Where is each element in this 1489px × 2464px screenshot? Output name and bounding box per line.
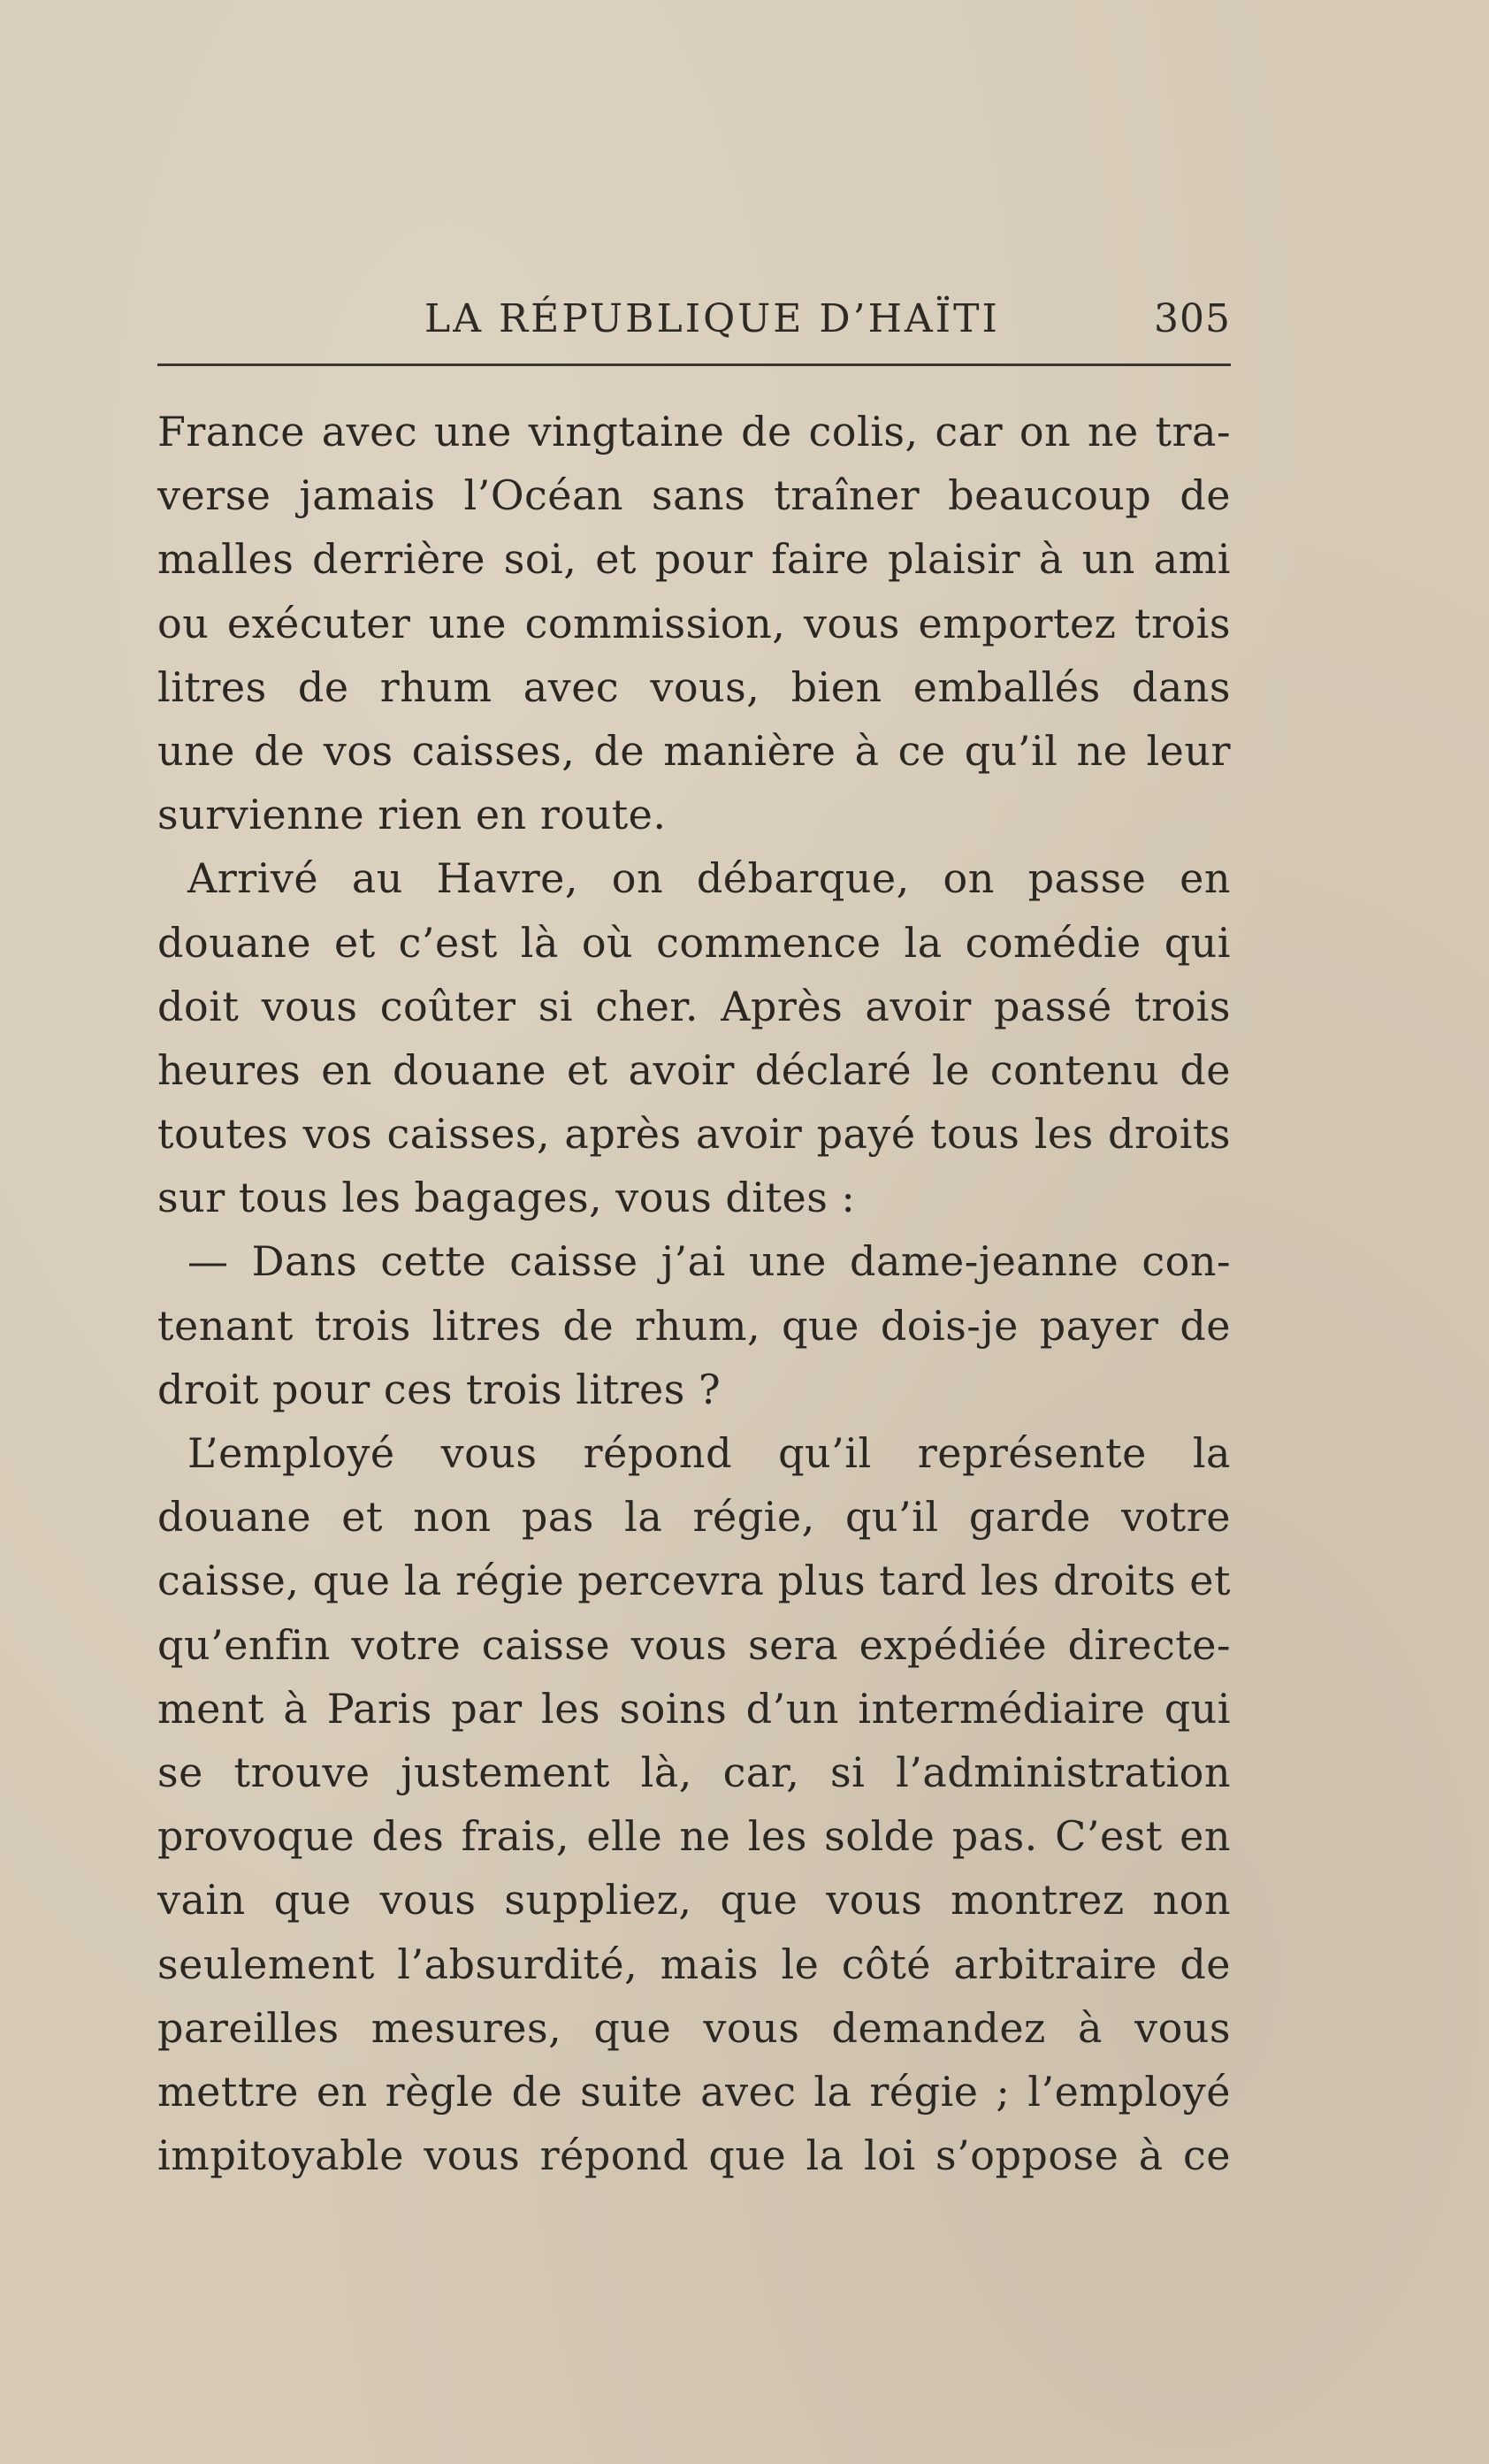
text-line: impitoyable vous répond que la loi s’oppose à ce <box>157 2131 1231 2180</box>
text-line: heures en douane et avoir déclaré le contenu de <box>157 1045 1231 1094</box>
text-line: droit pour ces trois litres ? <box>157 1365 722 1413</box>
text-line: France avec une vingtaine de colis, car on ne tra- <box>157 408 1231 455</box>
page-header <box>157 296 1231 358</box>
text-line: se trouve justement là, car, si l’administration <box>157 1748 1231 1796</box>
text-line: caisse, que la régie percevra plus tard les droits et <box>157 1557 1231 1605</box>
text-line: ment à Paris par les soins d’un intermédiaire qui <box>157 1684 1231 1733</box>
text-line: malles derrière soi, et pour faire plaisir à un ami <box>157 535 1231 584</box>
text-line: verse jamais l’Océan sans traîner beaucoup de <box>157 471 1231 520</box>
text-line: litres de rhum avec vous, bien emballés dans <box>157 662 1231 711</box>
text-line: mettre en règle de suite avec la régie ; l’employé <box>157 2067 1231 2116</box>
text-line: tenant trois litres de rhum, que dois-je payer de <box>157 1301 1231 1350</box>
text-line: — Dans cette caisse j’ai une dame-jeanne con- <box>187 1237 1231 1286</box>
text-line: douane et non pas la régie, qu’il garde votre <box>157 1493 1231 1542</box>
text-line: toutes vos caisses, après avoir payé tous les droits <box>157 1110 1231 1159</box>
running-title: LA RÉPUBLIQUE D’HAÏTI <box>424 296 1000 341</box>
text-line: une de vos caisses, de manière à ce qu’il ne leur <box>157 726 1231 775</box>
text-line: doit vous coûter si cher. Après avoir passé trois <box>157 982 1231 1030</box>
text-line: provoque des frais, elle ne les solde pas. C’est en <box>157 1812 1231 1861</box>
text-line: ou exécuter une commission, vous emportez trois <box>157 599 1231 647</box>
text-line: sur tous les bagages, vous dites : <box>157 1174 856 1222</box>
text-line: pareilles mesures, que vous demandez à vous <box>157 2003 1231 2052</box>
body-text <box>157 400 1231 2187</box>
text-line: seulement l’absurdité, mais le côté arbitraire de <box>157 1940 1231 1988</box>
text-line: L’employé vous répond qu’il représente la <box>187 1429 1231 1477</box>
text-line: survienne rien en route. <box>157 791 667 839</box>
text-line: Arrivé au Havre, on débarque, on passe en <box>187 854 1231 903</box>
page-number: 305 <box>1154 296 1231 341</box>
text-line: vain que vous suppliez, que vous montrez non <box>157 1876 1231 1925</box>
text-line: qu’enfin votre caisse vous sera expédiée directe- <box>157 1620 1231 1669</box>
header-rule <box>157 363 1231 366</box>
text-line: douane et c’est là où commence la comédie qui <box>157 918 1231 967</box>
